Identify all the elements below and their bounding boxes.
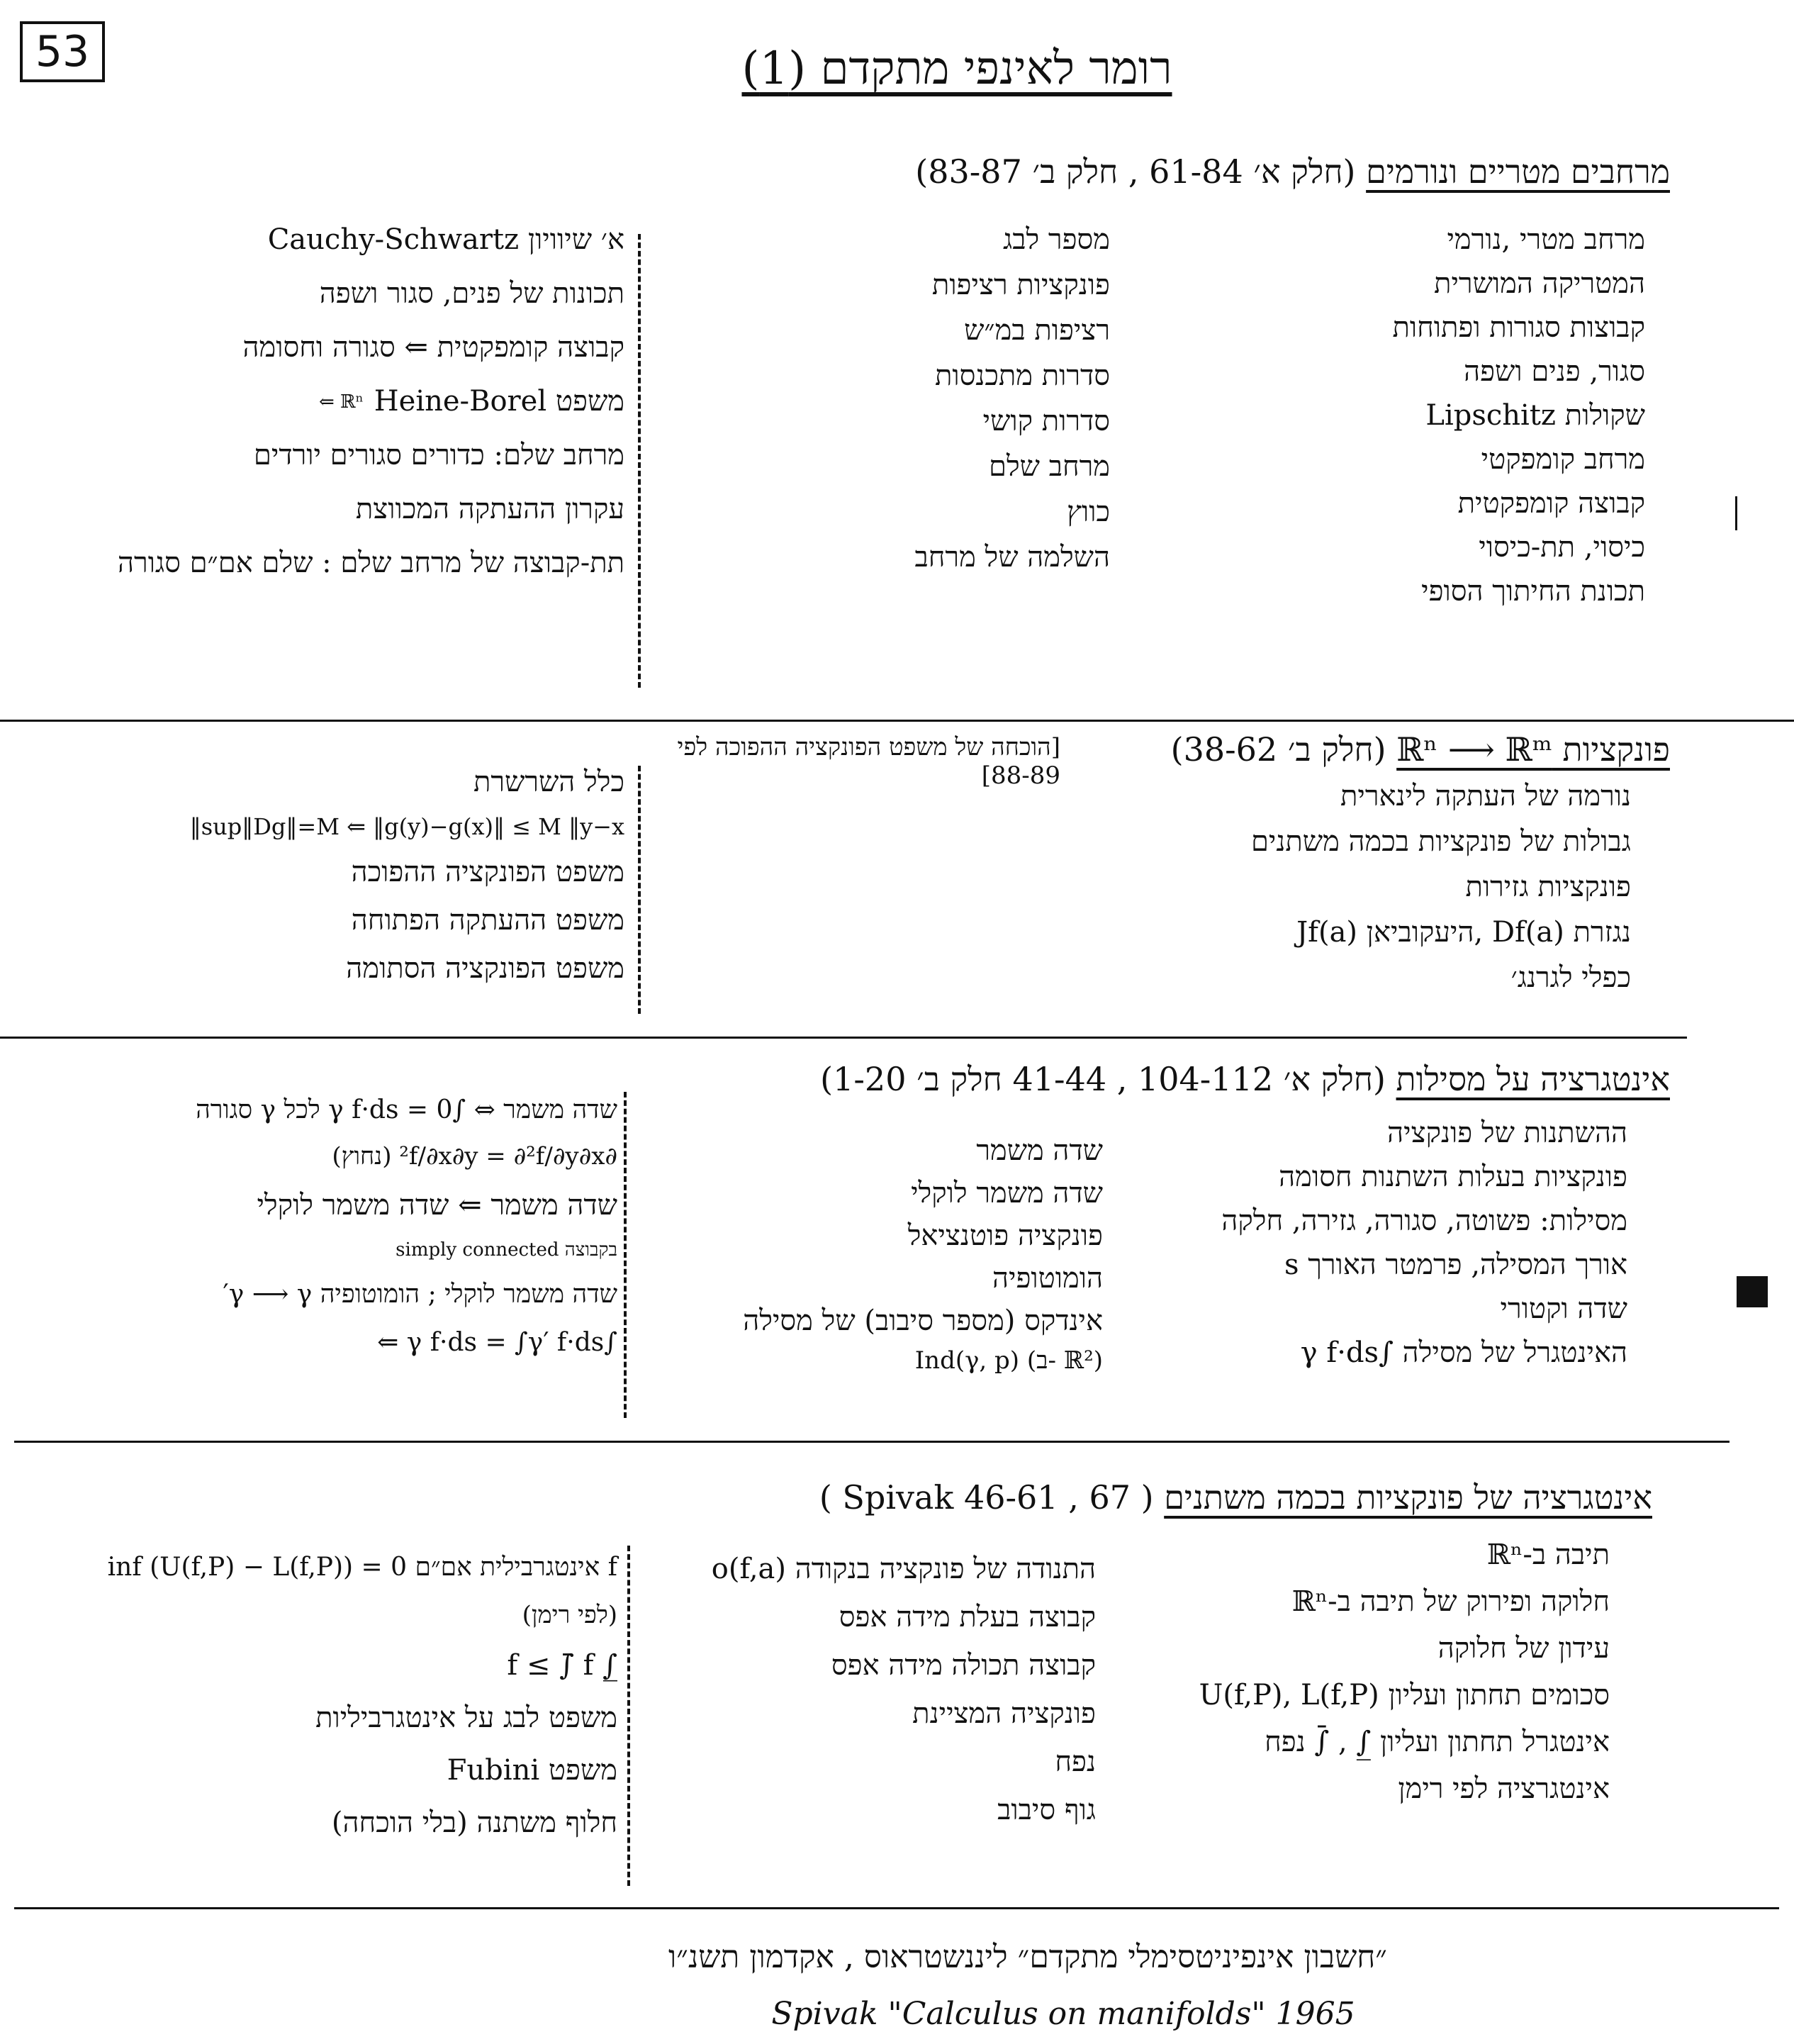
list-item: אינטגרציה לפי רימן	[1398, 1772, 1610, 1805]
section-divider	[0, 1037, 1687, 1039]
list-item: קבוצה בעלת מידה אפס	[839, 1601, 1096, 1633]
section-3-right-list	[1221, 1117, 1627, 1369]
footer-reference-1: ״חשבון אינפיניטסימלי מתקדם״ ליננשטראוס , אקדמון תשנ״ו	[668, 1939, 1388, 1975]
list-item: משפט לבג על אינטגרביליות	[315, 1702, 617, 1735]
list-item: נורמה של העתקה לינארית	[1340, 780, 1631, 812]
section-3-ref: (חלק א׳ 104-112 , 41-44 חלק ב׳ 1-20)	[820, 1060, 1386, 1098]
list-item: מספר לבג	[1003, 223, 1110, 256]
list-item: חלוקה ופירוק של תיבה ב-ℝⁿ	[1291, 1585, 1610, 1618]
list-item: sup‖Dg‖=M ⇐ ‖g(y)−g(x)‖ ≤ M ‖y−x‖	[189, 813, 624, 840]
list-item: פונקציות בעלות השתנות חסומה	[1279, 1161, 1627, 1193]
section-divider	[14, 1441, 1729, 1443]
list-item: ∫γ f·ds = ∫γ′ f·ds ⇐	[377, 1327, 617, 1357]
section-4-right-list	[1199, 1538, 1610, 1805]
section-1-middle-list	[914, 223, 1110, 574]
list-item: מרחב שלם	[988, 450, 1110, 483]
list-item: שקולות Lipschitz	[1425, 399, 1645, 432]
list-item: שדה משמר לוקלי	[911, 1177, 1103, 1210]
list-item: מרחב שלם: כדורים סגורים יורדים	[253, 439, 624, 471]
list-item: עקרון ההעתקה המכווצת	[355, 493, 624, 525]
section-2-right-list	[1251, 780, 1631, 994]
list-item: סגור, פנים ושפה	[1464, 355, 1645, 388]
list-item: ∂²f/∂x∂y = ∂²f/∂y∂x (נחוץ)	[332, 1142, 617, 1171]
section-2-divider	[638, 766, 641, 1014]
section-4-left-list	[108, 1553, 617, 1839]
section-4-heading-wrap	[819, 1478, 1652, 1517]
section-2-heading: פונקציות ℝⁿ ⟶ ℝᵐ	[1396, 730, 1670, 769]
list-item: כלל השרשרת	[473, 766, 624, 798]
list-item: כווץ	[1067, 496, 1110, 528]
section-2-ref: (חלק ב׳ 38-62)	[1170, 730, 1386, 769]
list-item: תכונת החיתוך הסופי	[1421, 575, 1645, 608]
section-divider	[0, 720, 1794, 722]
section-4-middle-list	[712, 1553, 1096, 1826]
section-2-heading-wrap	[1171, 730, 1670, 769]
list-item: מרחב מטרי ,נורמי	[1447, 223, 1645, 256]
list-item: משפט הפונקציה הסתומה	[346, 951, 624, 985]
list-item: פונקציה פוטנציאל	[907, 1219, 1103, 1252]
list-item: שדה משמר לוקלי ; הומוטופיה γ ⟶ γ′	[223, 1280, 617, 1309]
margin-mark	[1737, 1276, 1768, 1307]
margin-tick	[1735, 496, 1737, 530]
list-item: תת-קבוצה של מרחב שלם : שלם אם״ם סגורה	[118, 547, 624, 579]
list-item: נגזרת Df(a) ,היעקוביאן Jf(a)	[1296, 916, 1631, 949]
list-item: אורך המסילה, פרמטר האורך s	[1284, 1249, 1627, 1281]
list-item: שדה משמר ⇔ ∫γ f·ds = 0 לכל γ סגורה	[196, 1095, 617, 1124]
section-1-heading: מרחבים מטריים ונורמים	[1366, 152, 1670, 191]
list-item: גוף סיבוב	[997, 1794, 1096, 1826]
list-item: משפט ההעתקה הפתוחה	[351, 903, 624, 937]
list-item: מרחב קומפקטי	[1481, 443, 1645, 476]
list-item: f אינטגרבילית אם״ם inf (U(f,P) − L(f,P)) = 0	[107, 1553, 617, 1582]
list-item: פונקציות גזירות	[1465, 871, 1631, 903]
list-item: כפלי לגרנג׳	[1510, 961, 1631, 994]
section-1-ref: (חלק א׳ 61-84 , חלק ב׳ 83-87)	[915, 152, 1356, 191]
list-item: קבוצה קומפקטית ⇐ סגורה וחסומה	[242, 331, 624, 364]
list-item: פונקציה המציינת	[912, 1697, 1096, 1730]
list-item: שדה משמר	[976, 1134, 1103, 1167]
list-item: נפח	[1055, 1746, 1096, 1778]
list-item: משפט Fubini	[447, 1754, 617, 1787]
section-3-left-list	[196, 1095, 617, 1357]
list-item: התנודה של פונקציה בנקודה o(f,a)	[711, 1553, 1096, 1585]
list-item: תיבה ב-ℝⁿ	[1486, 1538, 1610, 1571]
section-3-heading-wrap	[820, 1060, 1670, 1098]
list-item: הומוטופיה	[992, 1262, 1103, 1295]
list-item: כיסוי, תת-כיסוי	[1479, 531, 1645, 564]
section-1-left-list	[118, 223, 624, 579]
list-item: משפט הפונקציה ההפוכה	[351, 855, 624, 888]
list-item: תכונות של פנים, סגור ושפה	[319, 277, 624, 310]
section-2-left-list	[190, 766, 624, 985]
list-item: סכומים תחתון ועליון (U(f,P), L(f,P	[1199, 1679, 1610, 1711]
list-item: השלמה של מרחב	[914, 541, 1110, 574]
section-3-middle-list	[743, 1134, 1103, 1375]
list-item: בקבוצה simply connected	[396, 1239, 617, 1261]
section-4-heading: אינטגרציה של פונקציות בכמה משתנים	[1164, 1478, 1652, 1517]
list-item: קבוצות סגורות ופתוחות	[1392, 311, 1645, 344]
list-item: המטריקה המושרית	[1434, 267, 1645, 300]
list-item: חלוף משתנה (בלי הוכחה)	[331, 1806, 617, 1840]
section-1-right-list	[1392, 223, 1645, 608]
section-3-divider	[624, 1092, 627, 1418]
heine-borel-note: ⇐ ℝⁿ	[319, 391, 364, 413]
list-item: מסילות: פשוטה, סגורה, גזירה, חלקה	[1221, 1205, 1627, 1237]
list-item: שדה וקטורי	[1500, 1292, 1627, 1325]
list-item: עידון של חלוקה	[1437, 1632, 1610, 1665]
list-item: משפט Heine-Borel	[374, 385, 624, 418]
section-divider	[14, 1907, 1779, 1909]
page-title: רומר לאינפי מתקדם (1)	[741, 43, 1172, 95]
list-item: סדרות קושי	[982, 405, 1110, 437]
page-number: 53	[20, 21, 105, 82]
list-item: א׳ שיוויון Cauchy-Schwartz	[267, 223, 624, 256]
list-item: (לפי רימן)	[522, 1601, 617, 1630]
section-2-bracket-ref: [הוכחה של משפט הפונקציה ההפוכה לפי 88-89]	[677, 733, 1060, 790]
section-1-divider	[638, 234, 641, 688]
list-item: פונקציות רציפות	[931, 269, 1110, 301]
list-item: אינטגרל תחתון ועליון ∫̲ , ∫̄ נפח	[1265, 1726, 1610, 1758]
list-item: (ℝ² -ב) Ind(γ, p)	[914, 1346, 1103, 1375]
list-item: קבוצה תכולה מידה אפס	[831, 1649, 1096, 1682]
list-item: רציפות במ״ש	[964, 314, 1110, 347]
section-4-ref: ( Spivak 46-61 , 67 )	[819, 1478, 1154, 1517]
list-item: ∫̲ f ≤ ∫̄ f	[507, 1649, 617, 1682]
list-item: האינטגרל של מסילה ∫γ f·ds	[1300, 1336, 1627, 1369]
list-item: אינדקס (מספר סיבוב) של מסילה	[743, 1305, 1103, 1337]
list-item: גבולות של פונקציות בכמה משתנים	[1250, 825, 1631, 858]
section-1-heading-wrap	[915, 152, 1670, 191]
section-3-heading: אינטגרציה על מסילות	[1396, 1060, 1670, 1098]
footer-reference-2: Spivak "Calculus on manifolds" 1965	[771, 1996, 1355, 2032]
list-item: סדרות מתכנסות	[934, 359, 1110, 392]
list-item: קבוצה קומפקטית	[1457, 487, 1645, 520]
list-item: ההשתנות של פונקציה	[1387, 1117, 1627, 1149]
list-item: שדה משמר ⇐ שדה משמר לוקלי	[257, 1189, 617, 1222]
section-4-divider	[627, 1546, 630, 1886]
